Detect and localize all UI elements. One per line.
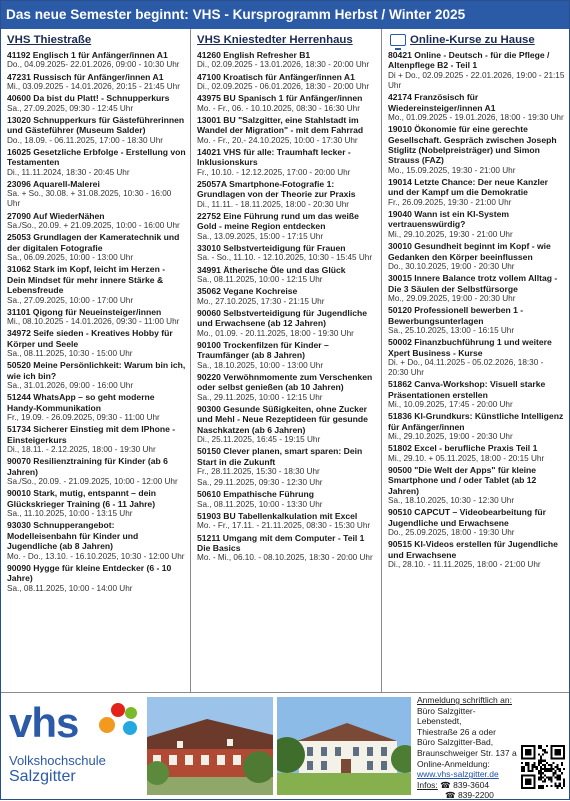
course-item xyxy=(388,337,565,378)
column-title-wrap xyxy=(388,34,565,46)
course-title: 25053 Grundlagen der Kameratechnik und der digitalen Fotografie xyxy=(7,232,180,253)
course-dates: Di., 18.11. - 2.12.2025, 18:00 - 19:30 Uhr xyxy=(7,445,156,455)
column-title: VHS Thiestraße xyxy=(7,34,92,46)
course-item xyxy=(197,179,377,210)
course-item xyxy=(197,340,377,371)
course-title: 80421 Online - Deutsch - für die Pflege / Altenpflege B2 - Teil 1 xyxy=(388,50,550,71)
course-title: 51903 BU Tabellenkalkulation mit Excel xyxy=(197,511,358,522)
course-title: 51211 Umgang mit dem Computer - Teil 1 Die Basics xyxy=(197,532,365,554)
course-title: 50120 Professionell bewerben 1 - Bewerbungsunterlagen xyxy=(388,305,524,326)
course-item xyxy=(7,211,186,232)
website-link[interactable]: www.vhs-salzgitter.de xyxy=(417,769,499,780)
column-title: VHS Kniestedter Herrenhaus xyxy=(197,34,353,46)
course-title: 35062 Vegane Kochreise xyxy=(197,286,298,297)
course-item xyxy=(7,147,186,178)
registration-info xyxy=(417,695,517,801)
course-dates: Mi., 29.10.2025, 19:00 - 20:30 Uhr xyxy=(388,432,513,442)
course-title: 90500 "Die Welt der Apps" für kleine Smartphone und / oder Tablet (ab 12 Jahren) xyxy=(388,465,537,496)
logo-dot-cyan xyxy=(123,721,137,735)
phone-row-2 xyxy=(417,790,517,801)
column-online-kurse xyxy=(382,29,569,692)
course-dates: Mi., 08.10.2025 - 14.01.2026, 09:30 - 11:00 Uhr xyxy=(7,317,180,327)
address-line: Büro Salzgitter-Bad, xyxy=(417,737,494,748)
course-title: 40600 Da bist du Platt! - Schnupperkurs xyxy=(7,93,170,104)
course-item xyxy=(7,424,186,455)
course-title: 90100 Trockenfilzen für Kinder – Traumfänger (ab 8 Jahren) xyxy=(197,339,329,361)
course-dates: Sa., 08.11.2025, 10:00 - 13:30 Uhr xyxy=(197,499,323,509)
course-item xyxy=(388,443,565,464)
course-dates: Do., 18.09. - 06.11.2025, 17:00 - 18:30 Uhr xyxy=(7,135,163,145)
address-line: Thiestraße 26 a oder xyxy=(417,726,496,737)
course-title: 51862 Canva-Workshop: Visuell starke Präsentationen erstellen xyxy=(388,379,546,400)
course-item xyxy=(197,308,377,339)
course-title: 23096 Aquarell-Malerei xyxy=(7,178,100,189)
course-dates: Sa., 13.09.2025, 15:00 - 17:15 Uhr xyxy=(197,231,324,241)
course-item xyxy=(388,465,565,506)
course-item xyxy=(197,72,377,93)
course-dates: Sa. + So., 30.08. + 31.08.2025, 10:30 - 16:00 Uhr xyxy=(7,189,172,209)
course-item xyxy=(388,50,565,91)
phone-1: ☎ 839-3604 xyxy=(440,779,490,790)
course-title: 31101 Qigong für Neueinsteiger/innen xyxy=(7,306,162,317)
course-item xyxy=(388,379,565,410)
course-dates: Fr., 19.09. - 26.09.2025, 09:30 - 11:00 Uhr xyxy=(7,413,160,423)
course-dates: Mi., 29.10.2025, 19:30 - 21:00 Uhr xyxy=(388,229,513,239)
course-dates: Mo., 27.10.2025, 17:30 - 21:15 Uhr xyxy=(197,296,325,306)
course-dates: Mo. - Mi., 06.10. - 08.10.2025, 18:30 - 20:00 Uhr xyxy=(197,553,373,563)
logo-name: Volkshochschule xyxy=(9,753,106,768)
course-dates: Di., 11.11.2024, 18:30 - 20:45 Uhr xyxy=(7,167,130,177)
course-dates: Mo. - Fr., 20.- 24.10.2025, 10:00 - 17:30 Uhr xyxy=(197,135,358,145)
address-line: Büro Salzgitter-Lebenstedt, xyxy=(417,705,476,727)
course-item xyxy=(7,232,186,263)
course-dates: Do., 30.10.2025, 19:00 - 20:30 Uhr xyxy=(388,261,515,271)
course-item xyxy=(197,372,377,403)
course-dates: Di., 02.09.2025 - 06.01.2026, 18:30 - 20:00 Uhr xyxy=(197,82,370,92)
course-item xyxy=(197,211,377,242)
course-title: 47100 Kroatisch für Anfänger/innen A1 xyxy=(197,71,355,82)
course-title: 34972 Seife sieden - Kreatives Hobby für Körper und Seele xyxy=(7,328,173,349)
logo-dots xyxy=(99,703,143,737)
course-item xyxy=(197,50,377,71)
course-dates: Mi., 03.09.2025 - 14.01.2026, 20:15 - 21:45 Uhr xyxy=(7,82,180,92)
course-title: 90010 Stark, mutig, entspannt – dein Glückskrieger Training (6 - 11 Jahre) xyxy=(7,488,157,509)
course-list xyxy=(388,50,565,570)
course-title: 14021 VHS für alle: Traumhaft lecker - Inklusionskurs xyxy=(197,146,351,168)
course-item xyxy=(388,92,565,123)
course-title: 34991 Ätherische Öle und das Glück xyxy=(197,264,346,275)
course-dates: Mo. - Fr., 17.11. - 21.11.2025, 08:30 - 15:30 Uhr xyxy=(197,521,371,531)
course-dates: Sa., 06.09.2025, 10:00 - 13:00 Uhr xyxy=(7,253,134,263)
course-item xyxy=(7,456,186,487)
course-item xyxy=(197,115,377,146)
course-item xyxy=(197,489,377,510)
course-dates: Sa., 27.09.2025, 10:00 - 17:00 Uhr xyxy=(7,295,134,305)
course-title: 90300 Gesunde Süßigkeiten, ohne Zucker und Mehl - Neue Rezeptideen für gesunde Naschkatzen (ab 6 Jahren) xyxy=(197,403,368,435)
course-dates: Fr., 26.09.2025, 19:30 - 21:00 Uhr xyxy=(388,197,512,207)
course-item xyxy=(197,243,377,264)
course-title: 51244 WhatsApp – so geht moderne Handy-Kommunikation xyxy=(7,392,155,413)
course-dates: Mo., 01.09. - 20.11.2025, 18:00 - 19:30 Uhr xyxy=(197,328,354,338)
building-photo-herrenhaus-image xyxy=(277,697,411,795)
course-item xyxy=(7,115,186,146)
course-item xyxy=(388,241,565,272)
course-dates: Sa., 08.11.2025, 10:00 - 14:00 Uhr xyxy=(7,583,133,593)
course-dates: Sa., 27.09.2025, 09:30 - 12:45 Uhr xyxy=(7,103,134,113)
course-columns xyxy=(1,29,569,692)
registration-heading: Anmeldung schriftlich an: xyxy=(417,695,512,705)
course-title: 30015 Innere Balance trotz vollem Alltag - Die 3 Säulen der Selbstfürsorge xyxy=(388,273,558,294)
course-list xyxy=(197,50,377,564)
logo-letters: vhs xyxy=(9,699,79,746)
course-title: 25057A Smartphone-Fotografie 1: Grundlagen von der Theorie zur Praxis xyxy=(197,178,356,200)
monitor-icon xyxy=(390,34,406,46)
course-dates: Mo., 15.09.2025, 19:30 - 21:00 Uhr xyxy=(388,165,516,175)
course-title: 33010 Selbstverteidigung für Frauen xyxy=(197,242,346,253)
course-dates: Do., 25.09.2025, 18:00 - 19:30 Uhr xyxy=(388,528,515,538)
course-dates: Sa., 29.11.2025, 09:30 - 12:30 Uhr xyxy=(197,478,323,488)
course-item xyxy=(197,286,377,307)
address-line: Online-Anmeldung: xyxy=(417,758,490,769)
course-dates: Sa., 18.10.2025, 10:30 - 12:30 Uhr xyxy=(388,496,515,506)
course-item xyxy=(7,488,186,519)
footer xyxy=(1,692,569,801)
course-title: 50002 Finanzbuchführung 1 und weitere Xpert Business - Kurse xyxy=(388,337,552,358)
vhs-logo xyxy=(7,697,143,793)
course-title: 13020 Schnupperkurs für Gästeführerinnen und Gästeführer (Museum Salder) xyxy=(7,114,185,136)
course-dates: Mi., 29.10. + 05.11.2025, 18:00 - 20:15 Uhr xyxy=(388,453,545,463)
course-item xyxy=(7,93,186,114)
course-item xyxy=(197,511,377,532)
course-item xyxy=(197,404,377,445)
course-item xyxy=(388,273,565,304)
logo-dot-red xyxy=(111,703,125,717)
course-title: 13001 BU "Salzgitter, eine Stahlstadt im Wandel der Migration" - mit dem Fahrrad xyxy=(197,114,364,136)
course-item xyxy=(388,411,565,442)
course-title: 90220 Verwöhnmomente zum Verschenken oder selbst genießen (ab 10 Jahren) xyxy=(197,371,373,393)
building-photo-thiestrasse xyxy=(147,697,273,795)
course-title: 93030 Schnupperangebot: Modelleisenbahn für Kinder und Jugendliche (ab 8 Jahren) xyxy=(7,520,139,552)
column-thiestrasse xyxy=(1,29,191,692)
course-item xyxy=(197,533,377,564)
course-item xyxy=(388,124,565,176)
course-title: 42174 Französisch für Wiedereinsteiger/innen A1 xyxy=(388,92,496,113)
course-item xyxy=(7,520,186,561)
course-item xyxy=(197,265,377,286)
course-title: 19014 Letzte Chance: Der neue Kanzler und der Kampf um die Demokratie xyxy=(388,177,548,198)
phone-2: ☎ 839-2200 xyxy=(445,790,494,801)
course-item xyxy=(7,563,186,594)
course-dates: Fr., 28.11.2025, 15:30 - 18:30 Uhr xyxy=(197,467,320,476)
course-list xyxy=(7,50,186,594)
banner-headline: Das neue Semester beginnt: VHS - Kursprogramm Herbst / Winter 2025 xyxy=(1,1,569,29)
course-item xyxy=(388,507,565,538)
phone-row-1 xyxy=(417,780,517,791)
infos-label: Infos: xyxy=(417,779,438,790)
course-dates: Mo. - Fr., 06. - 10.10.2025, 08:30 - 16:30 Uhr xyxy=(197,103,360,113)
course-dates: Sa., 11.10.2025, 10:00 - 13:15 Uhr xyxy=(7,509,133,519)
course-title: 51802 Excel - berufliche Praxis Teil 1 xyxy=(388,443,538,454)
course-title: 90090 Hygge für kleine Entdecker (6 - 10 Jahre) xyxy=(7,562,172,584)
course-dates: Sa., 29.11.2025, 10:00 - 12:15 Uhr xyxy=(197,392,323,402)
course-dates: Mo., 01.09.2025 - 19.01.2026, 18:00 - 19:30 Uhr xyxy=(388,113,564,123)
course-title: 19010 Ökonomie für eine gerechte Gesellschaft. Gespräch zwischen Joseph Stiglitz (Nobelpreisträger) und Simon Strauss (FAZ) xyxy=(388,124,557,166)
course-item xyxy=(388,539,565,570)
course-title: 90070 Resilienztraining für Kinder (ab 6 Jahren) xyxy=(7,456,168,477)
course-dates: Sa./So., 20.09. - 21.09.2025, 10:00 - 12:00 Uhr xyxy=(7,477,178,487)
course-dates: Sa., 25.10.2025, 13:00 - 16:15 Uhr xyxy=(388,325,515,335)
course-dates: Fr., 10.10. - 12.12.2025, 17:00 - 20:00 Uhr xyxy=(197,167,351,177)
course-item xyxy=(7,72,186,93)
course-title: 47231 Russisch für Anfänger/innen A1 xyxy=(7,71,164,82)
course-dates: Sa., 18.10.2025, 10:00 - 13:00 Uhr xyxy=(197,360,324,370)
course-dates: Mo., 29.09.2025, 19:00 - 20:30 Uhr xyxy=(388,293,516,303)
course-item xyxy=(388,209,565,240)
course-title: 27090 Auf WiederNähen xyxy=(7,210,105,221)
course-dates: Di., 11.11. - 18.11.2025, 18:00 - 20:30 Uhr xyxy=(197,199,350,209)
course-item xyxy=(7,264,186,305)
course-title: 41260 English Refresher B1 xyxy=(197,50,311,60)
column-kniestedter-herrenhaus xyxy=(191,29,382,692)
course-title: 50610 Empathische Führung xyxy=(197,489,315,500)
course-dates: Mo. - Do., 13.10. - 16.10.2025, 10:30 - 12:00 Uhr xyxy=(7,551,185,561)
course-item xyxy=(7,50,186,71)
course-item xyxy=(197,446,377,477)
course-item xyxy=(388,177,565,208)
course-item xyxy=(7,392,186,423)
course-title: 22752 Eine Führung rund um das weiße Gold - meine Region entdecken xyxy=(197,210,359,232)
logo-dot-green xyxy=(125,707,137,719)
course-title: 30010 Gesundheit beginnt im Kopf - wie Gedanken den Körper beeinflussen xyxy=(388,241,551,262)
course-dates: Sa., 31.01.2026, 09:00 - 16:00 Uhr xyxy=(7,381,134,391)
course-title: 19040 Wann ist ein KI-System vertrauenswürdig? xyxy=(388,209,509,230)
course-dates: Di., 02.09.2025 - 13.01.2026, 18:30 - 20:00 Uhr xyxy=(197,60,370,70)
logo-dot-orange xyxy=(99,717,115,733)
course-dates: Di., 28.10. - 11.11.2025, 18:00 - 21:00 Uhr xyxy=(388,560,541,570)
course-item xyxy=(197,478,377,488)
course-title: 31062 Stark im Kopf, leicht im Herzen - Dein Mindset für mehr innere Stärke & Lebensfreude xyxy=(7,264,166,296)
course-dates: Mi., 10.09.2025, 17:45 - 20:00 Uhr xyxy=(388,400,513,410)
course-title: 50520 Meine Persönlichkeit: Warum bin ich, wie ich bin? xyxy=(7,360,186,381)
column-title: Online-Kurse zu Hause xyxy=(410,34,535,46)
course-item xyxy=(388,305,565,336)
course-dates: Di., 25.11.2025, 16:45 - 19:15 Uhr xyxy=(197,434,321,444)
building-photo-herrenhaus xyxy=(277,697,411,795)
course-dates: Sa., 08.11.2025, 10:30 - 15:00 Uhr xyxy=(7,349,133,359)
course-title: 16025 Gesetzliche Erbfolge - Erstellung von Testamenten xyxy=(7,146,186,168)
building-photo-thiestrasse-image xyxy=(147,697,273,795)
course-title: 41192 Englisch 1 für Anfänger/innen A1 xyxy=(7,50,168,60)
course-dates: Do., 04.09.2025- 22.01.2026, 09:00 - 10:30 Uhr xyxy=(7,60,180,70)
course-title: 90510 CAPCUT – Videobearbeitung für Jugendliche und Erwachsene xyxy=(388,507,546,528)
course-title: 51836 KI-Grundkurs: Künstliche Intelligenz für Anfänger/innen xyxy=(388,411,564,432)
course-title: 51734 Sicherer Einstieg mit dem IPhone - Einsteigerkurs xyxy=(7,424,176,445)
course-dates: Sa. - So., 11.10. - 12.10.2025, 10:30 - 15:45 Uhr xyxy=(197,253,373,263)
course-dates: Sa., 08.11.2025, 10:00 - 12:15 Uhr xyxy=(197,274,323,284)
course-item xyxy=(7,307,186,328)
course-item xyxy=(7,360,186,391)
course-item xyxy=(7,328,186,359)
course-dates: Sa./So., 20.09. + 21.09.2025, 10:00 - 16:00 Uhr xyxy=(7,221,180,231)
course-dates: Di. + Do., 04.11.2025 - 05.02.2026, 18:30 - 20:30 Uhr xyxy=(388,357,544,378)
course-item xyxy=(197,93,377,114)
course-title: 90515 KI-Videos erstellen für Jugendliche und Erwachsene xyxy=(388,539,558,560)
course-title: 50150 Clever planen, smart sparen: Dein Start in die Zukunft xyxy=(197,446,363,467)
course-item xyxy=(197,147,377,178)
course-title: 43975 BU Spanisch 1 für Anfänger/innen xyxy=(197,93,363,104)
course-dates: Di + Do., 02.09.2025 - 22.01.2026, 19:00 - 21:15 Uhr xyxy=(388,70,565,91)
logo-city: Salzgitter xyxy=(9,768,76,785)
course-item xyxy=(7,179,186,210)
course-title: 90060 Selbstverteidigung für Jugendliche und Erwachsene (ab 12 Jahren) xyxy=(197,307,368,329)
address-line: Braunschweiger Str. 137 a xyxy=(417,747,517,758)
qr-code[interactable] xyxy=(521,745,565,789)
